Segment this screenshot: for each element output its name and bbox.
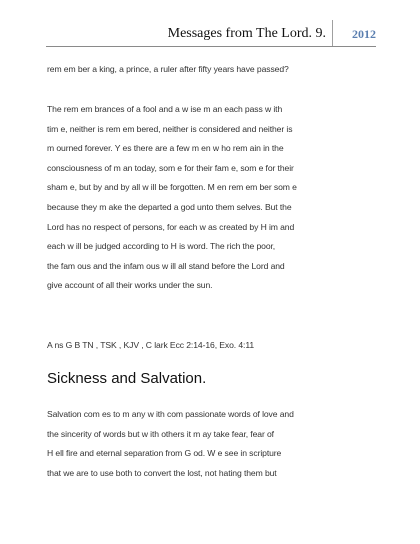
text-line: Salvation com es to m any w ith com passionate words of love and — [47, 409, 294, 419]
text-line: sham e, but by and by all w ill be forgotten. M en rem em ber som e — [47, 182, 297, 193]
header-rule — [46, 46, 376, 47]
paragraph-3 — [47, 405, 377, 483]
text-line: m ourned forever. Y es there are a few m en w ho rem ain in the — [47, 143, 284, 154]
text-line: tim e, neither is rem em bered, neither is considered and neither is — [47, 123, 293, 134]
text-line: each w ill be judged according to H is word. The rich the poor, — [47, 241, 276, 252]
text-line: The rem em brances of a fool and a w ise m an each pass w ith — [47, 104, 283, 114]
text-line: rem em ber a king, a prince, a ruler after fifty years have passed? — [47, 64, 289, 74]
header-year: 2012 — [352, 27, 376, 41]
text-line: consciousness of m an today, som e for their fam e, som e for their — [47, 162, 294, 173]
reference-line: A ns G B TN , TSK , KJV , C lark Ecc 2:14-16, Exo. 4:11 — [47, 340, 255, 350]
text-line: H ell fire and eternal separation from G od. W e see in scripture — [47, 448, 282, 459]
paragraph-1 — [47, 60, 377, 80]
text-line: give account of all their works under the sun. — [47, 280, 213, 291]
text-line: Lord has no respect of persons, for each w as created by H im and — [47, 221, 295, 232]
text-line: the sincerity of words but w ith others it m ay take fear, fear of — [47, 428, 274, 439]
header-divider — [332, 20, 333, 46]
header-title: Messages from The Lord. 9. — [167, 26, 326, 41]
section-heading: Sickness and Salvation. — [47, 370, 207, 387]
paragraph-2 — [47, 100, 377, 296]
text-line: that we are to use both to convert the lost, not hating them but — [47, 467, 277, 478]
references — [47, 336, 377, 356]
text-line: the fam ous and the infam ous w ill all stand before the Lord and — [47, 260, 285, 271]
page-header — [46, 20, 376, 46]
text-line: because they m ake the departed a god unto them selves. But the — [47, 201, 292, 212]
